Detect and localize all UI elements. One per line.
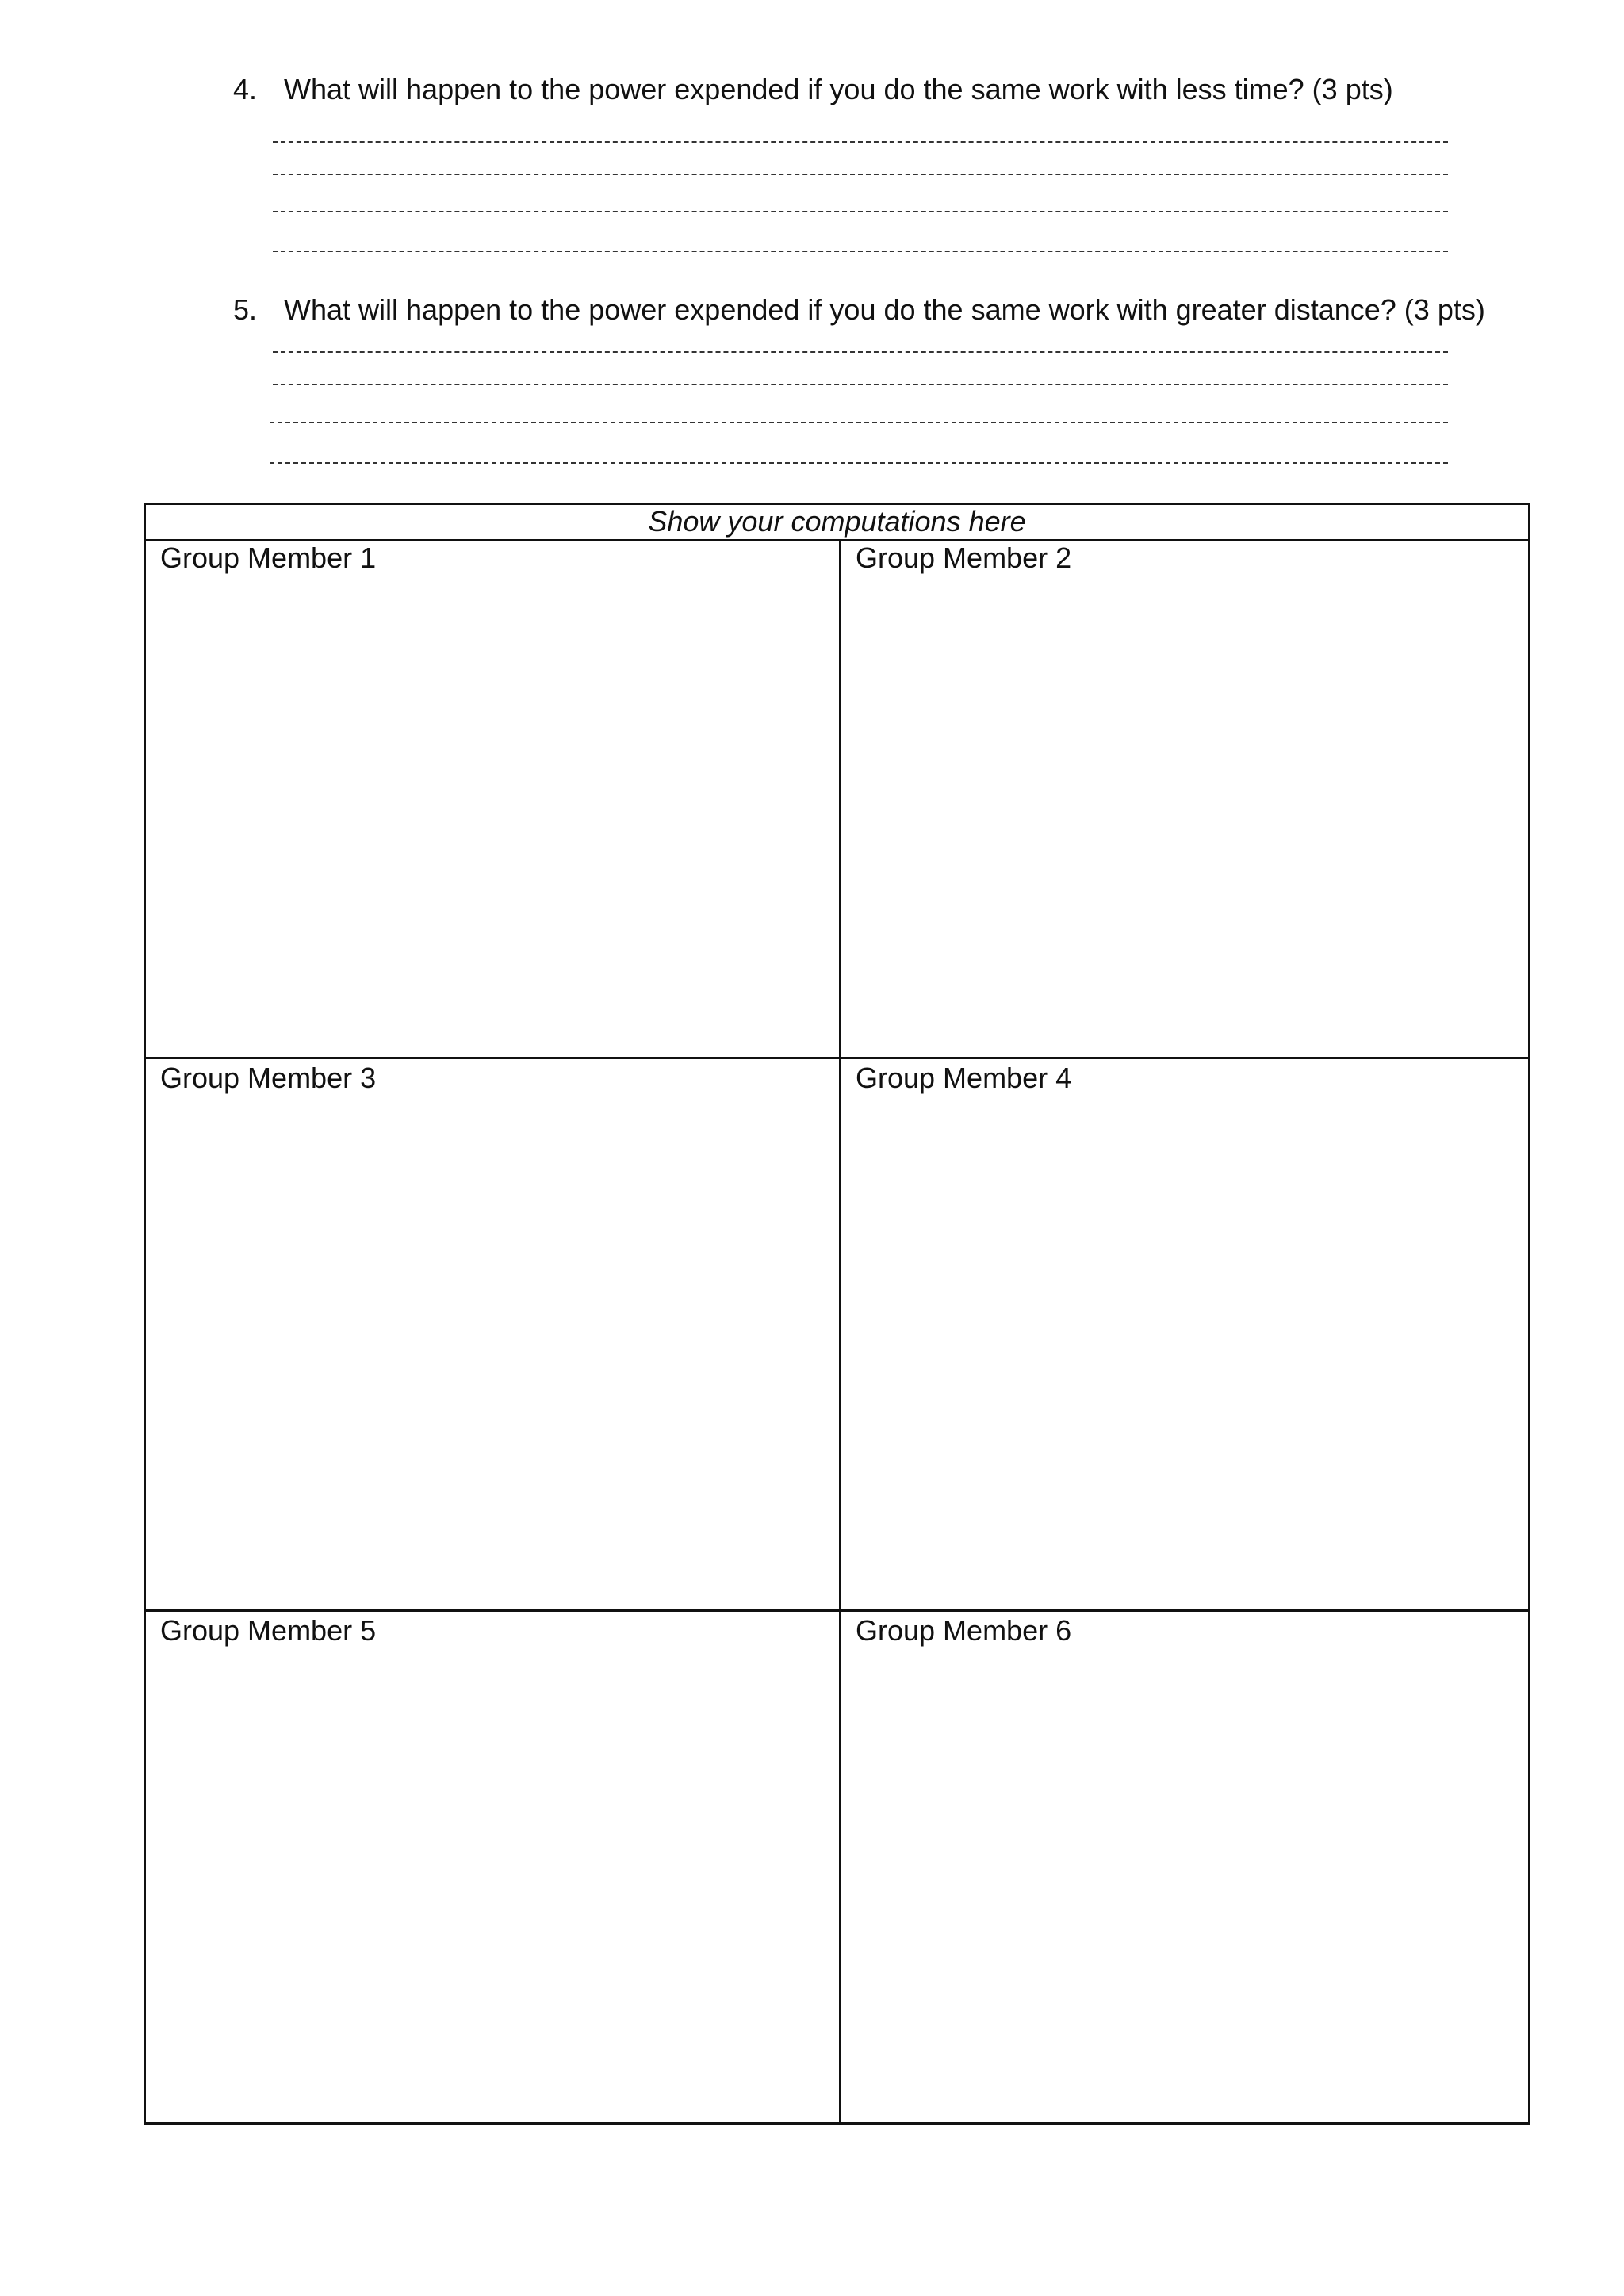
group-member-label: Group Member 2 bbox=[856, 541, 1072, 574]
answer-line[interactable] bbox=[273, 141, 1448, 143]
question-number: 4. bbox=[233, 73, 258, 105]
question-5 bbox=[233, 293, 1485, 327]
answer-line[interactable] bbox=[270, 422, 1448, 423]
group-member-6-cell[interactable] bbox=[841, 1612, 1528, 2122]
question-text: What will happen to the power expended if you do the same work with less time? (3 pts) bbox=[284, 73, 1393, 105]
question-number: 5. bbox=[233, 293, 258, 326]
group-member-5-cell[interactable] bbox=[146, 1612, 839, 2122]
answer-line[interactable] bbox=[273, 384, 1448, 385]
answer-line[interactable] bbox=[273, 174, 1448, 175]
answer-line[interactable] bbox=[270, 462, 1448, 464]
answer-line[interactable] bbox=[273, 351, 1448, 353]
question-text: What will happen to the power expended if you do the same work with greater distance? (3 pts) bbox=[284, 293, 1485, 326]
group-member-label: Group Member 6 bbox=[856, 1614, 1072, 1647]
group-member-label: Group Member 1 bbox=[160, 541, 377, 574]
group-member-1-cell[interactable] bbox=[146, 539, 839, 1057]
group-member-label: Group Member 5 bbox=[160, 1614, 377, 1647]
group-member-2-cell[interactable] bbox=[841, 539, 1528, 1057]
group-member-4-cell[interactable] bbox=[841, 1059, 1528, 1609]
answer-line[interactable] bbox=[273, 251, 1448, 252]
group-member-3-cell[interactable] bbox=[146, 1059, 839, 1609]
computations-header: Show your computations here bbox=[146, 505, 1528, 541]
group-member-label: Group Member 4 bbox=[856, 1062, 1072, 1094]
group-member-label: Group Member 3 bbox=[160, 1062, 377, 1094]
question-4 bbox=[233, 72, 1393, 107]
computations-table bbox=[144, 503, 1530, 2125]
answer-line[interactable] bbox=[273, 211, 1448, 212]
